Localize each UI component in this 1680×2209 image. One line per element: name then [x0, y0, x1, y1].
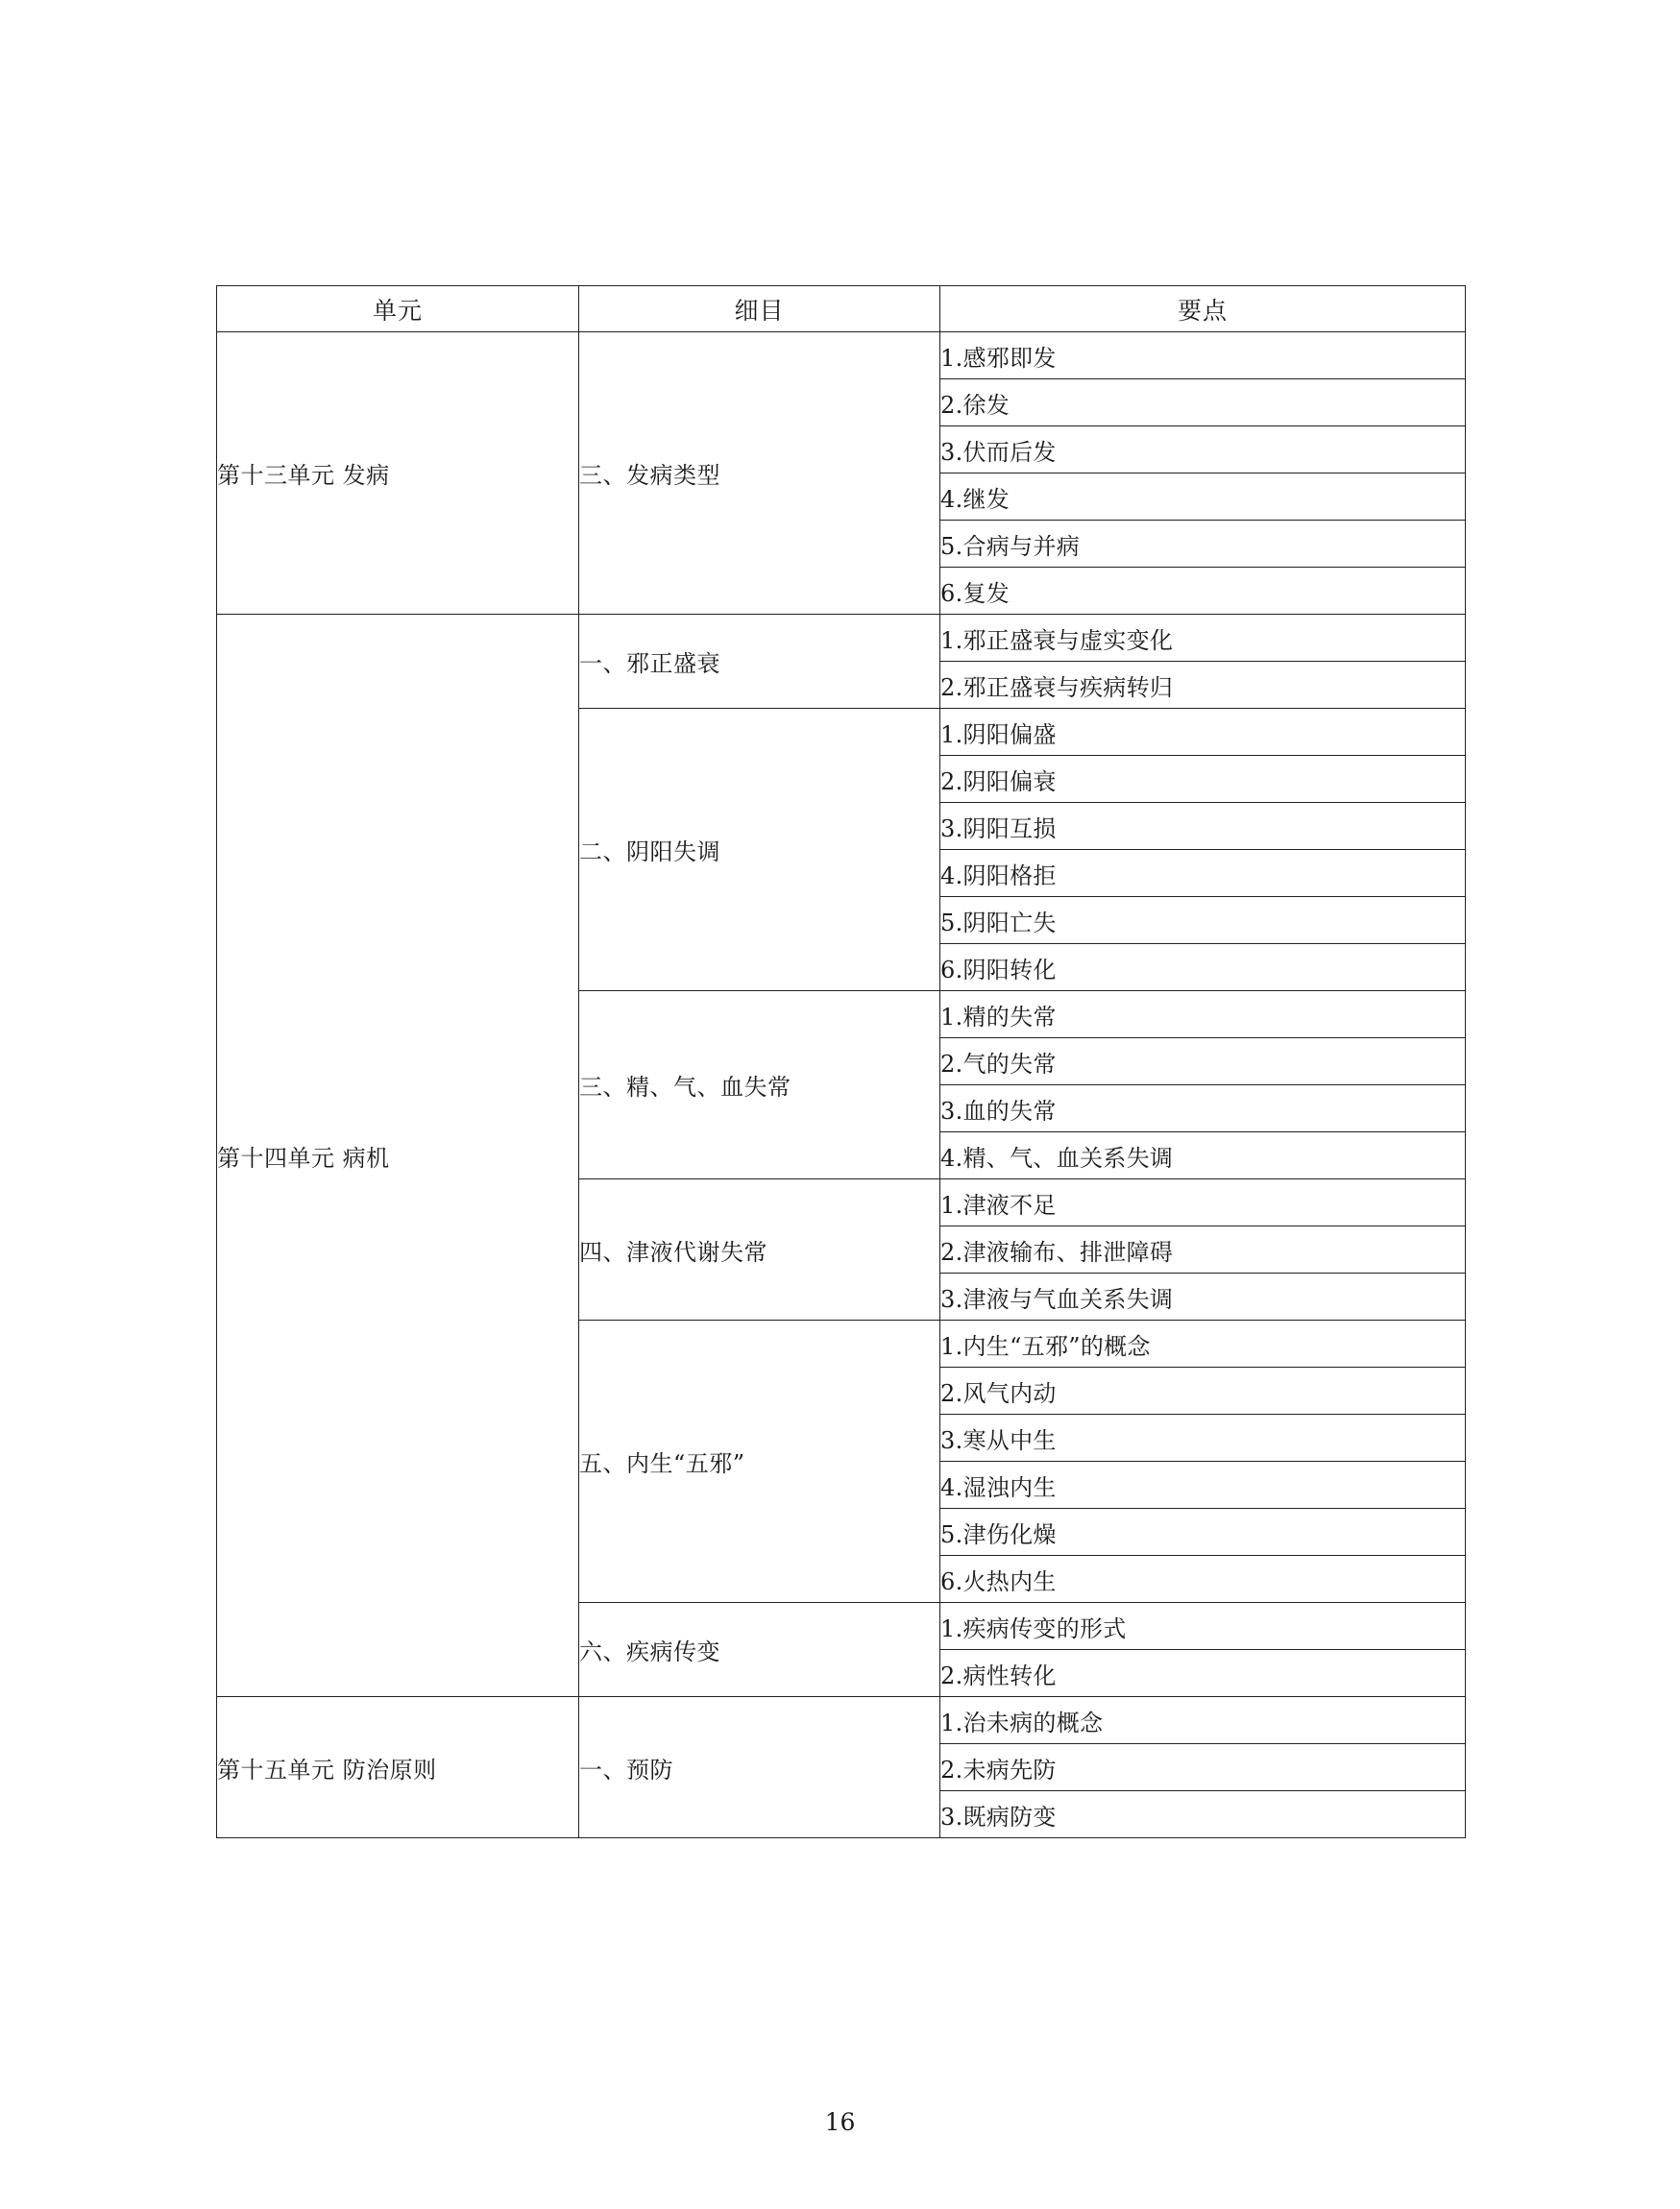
- key-point-cell: 4.湿浊内生: [940, 1462, 1466, 1509]
- key-point-cell: 3.津液与气血关系失调: [940, 1274, 1466, 1321]
- key-point-cell: 2.徐发: [940, 379, 1466, 426]
- key-point-cell: 5.合病与并病: [940, 521, 1466, 568]
- syllabus-table: [216, 285, 1466, 1838]
- key-point-cell: 1.疾病传变的形式: [940, 1603, 1466, 1650]
- detail-cell: 五、内生“五邪”: [579, 1321, 940, 1603]
- table-row: [217, 1697, 1466, 1744]
- key-point-cell: 4.精、气、血关系失调: [940, 1132, 1466, 1179]
- key-point-cell: 1.感邪即发: [940, 332, 1466, 379]
- detail-cell: 一、邪正盛衰: [579, 615, 940, 709]
- detail-cell: 一、预防: [579, 1697, 940, 1838]
- column-header-detail: 细目: [579, 286, 940, 332]
- detail-cell: 四、津液代谢失常: [579, 1179, 940, 1321]
- key-point-cell: 2.未病先防: [940, 1744, 1466, 1791]
- key-point-cell: 2.邪正盛衰与疾病转归: [940, 662, 1466, 709]
- key-point-cell: 3.寒从中生: [940, 1415, 1466, 1462]
- column-header-point: 要点: [940, 286, 1466, 332]
- table-row: [217, 615, 1466, 662]
- key-point-cell: 3.既病防变: [940, 1791, 1466, 1838]
- key-point-cell: 1.内生“五邪”的概念: [940, 1321, 1466, 1368]
- key-point-cell: 3.伏而后发: [940, 426, 1466, 473]
- key-point-cell: 1.邪正盛衰与虚实变化: [940, 615, 1466, 662]
- table-body: [217, 332, 1466, 1838]
- page-number: 16: [824, 2108, 856, 2136]
- key-point-cell: 1.治未病的概念: [940, 1697, 1466, 1744]
- key-point-cell: 2.风气内动: [940, 1368, 1466, 1415]
- unit-cell: 第十四单元 病机: [217, 615, 579, 1697]
- key-point-cell: 6.火热内生: [940, 1556, 1466, 1603]
- key-point-cell: 4.阴阳格拒: [940, 850, 1466, 897]
- key-point-cell: 2.阴阳偏衰: [940, 756, 1466, 803]
- unit-cell: 第十五单元 防治原则: [217, 1697, 579, 1838]
- key-point-cell: 6.阴阳转化: [940, 944, 1466, 991]
- key-point-cell: 5.津伤化燥: [940, 1509, 1466, 1556]
- detail-cell: 三、精、气、血失常: [579, 991, 940, 1179]
- key-point-cell: 1.阴阳偏盛: [940, 709, 1466, 756]
- detail-cell: 三、发病类型: [579, 332, 940, 615]
- key-point-cell: 1.津液不足: [940, 1179, 1466, 1226]
- key-point-cell: 2.津液输布、排泄障碍: [940, 1226, 1466, 1274]
- key-point-cell: 3.血的失常: [940, 1085, 1466, 1132]
- key-point-cell: 4.继发: [940, 473, 1466, 521]
- key-point-cell: 1.精的失常: [940, 991, 1466, 1038]
- key-point-cell: 6.复发: [940, 568, 1466, 615]
- detail-cell: 六、疾病传变: [579, 1603, 940, 1697]
- table-header-row: [217, 286, 1466, 332]
- column-header-unit: 单元: [217, 286, 579, 332]
- key-point-cell: 2.病性转化: [940, 1650, 1466, 1697]
- key-point-cell: 3.阴阳互损: [940, 803, 1466, 850]
- table-header: [217, 286, 1466, 332]
- key-point-cell: 5.阴阳亡失: [940, 897, 1466, 944]
- unit-cell: 第十三单元 发病: [217, 332, 579, 615]
- key-point-cell: 2.气的失常: [940, 1038, 1466, 1085]
- table-row: [217, 332, 1466, 379]
- detail-cell: 二、阴阳失调: [579, 709, 940, 991]
